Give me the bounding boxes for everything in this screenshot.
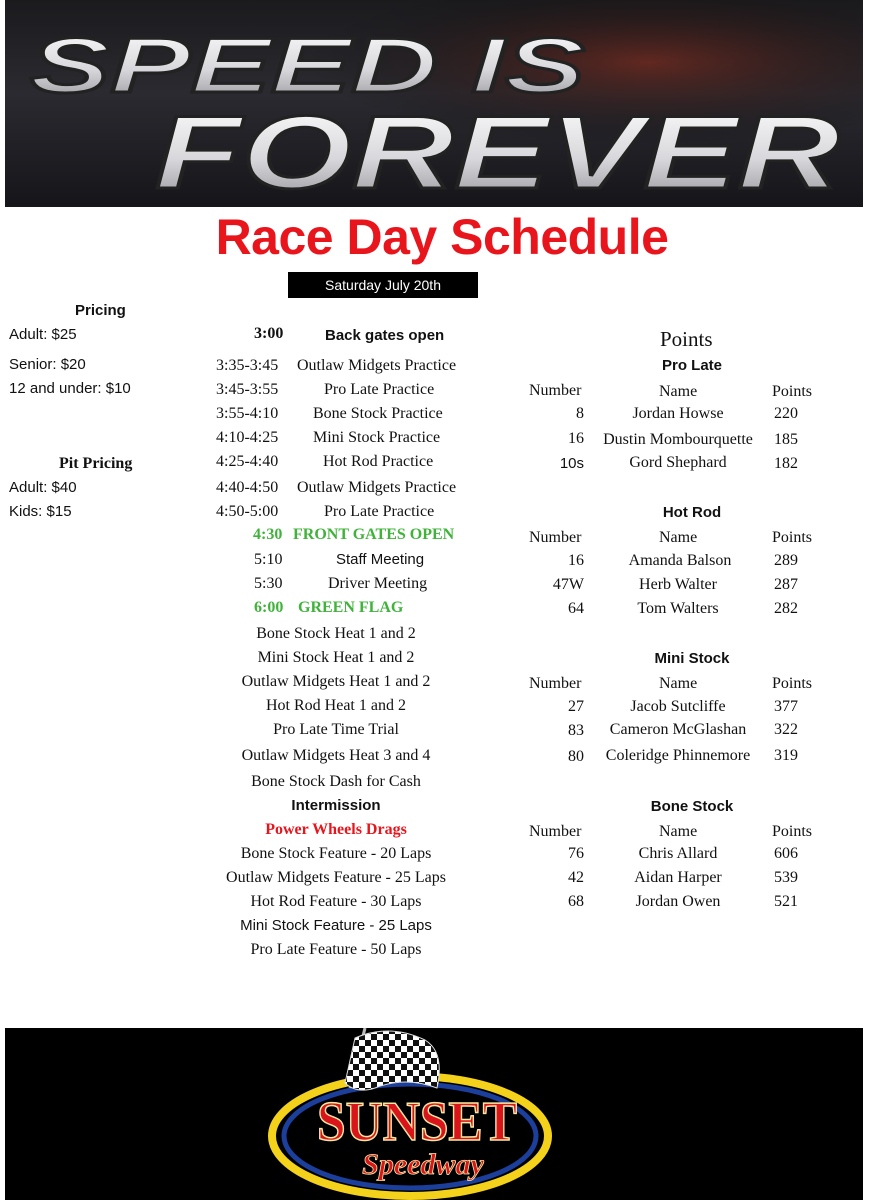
driver-name: Tom Walters (637, 600, 719, 617)
sunset-speedway-logo (5, 1028, 863, 1200)
driver-name: Amanda Balson (628, 552, 732, 569)
col-name: Name (659, 383, 698, 400)
banner-line1: SPEED IS (30, 21, 585, 109)
event-item: Mini Stock Feature - 25 Laps (240, 917, 432, 934)
schedule-event: Outlaw Midgets Practice (297, 357, 457, 374)
driver-points: 377 (774, 698, 798, 715)
schedule-event: Staff Meeting (336, 551, 425, 568)
logo-line2: Speedway (362, 1148, 484, 1181)
col-name: Name (659, 823, 698, 840)
event-item: Hot Rod Heat 1 and 2 (266, 697, 406, 714)
schedule-event: Hot Rod Practice (323, 453, 434, 470)
driver-number: 76 (568, 845, 584, 862)
speed-is-forever-banner (5, 0, 863, 207)
col-number: Number (529, 529, 582, 546)
driver-name: Herb Walter (639, 576, 717, 593)
driver-name: Dustin Mombourquette (603, 431, 753, 448)
col-number: Number (529, 675, 582, 692)
driver-name: Gord Shephard (629, 454, 727, 471)
driver-points: 182 (774, 455, 798, 472)
driver-number: 10s (559, 455, 584, 472)
col-number: Number (529, 382, 582, 399)
driver-points: 322 (774, 721, 798, 738)
driver-number: 27 (568, 698, 584, 715)
driver-name: Coleridge Phinnemore (605, 747, 751, 764)
col-points: Points (772, 529, 813, 546)
driver-name: Jordan Owen (635, 893, 721, 910)
green-flag: GREEN FLAG (298, 599, 404, 616)
driver-number: 16 (568, 430, 584, 447)
price-child: 12 and under: $10 (9, 380, 131, 397)
class-heading-hot-rod: Hot Rod (662, 504, 722, 521)
driver-points: 606 (774, 845, 798, 862)
driver-number: 68 (568, 893, 584, 910)
event-item: Outlaw Midgets Heat 1 and 2 (241, 673, 431, 690)
price-senior: Senior: $20 (9, 356, 86, 373)
schedule-time: 4:50-5:00 (216, 503, 279, 520)
schedule-event: Bone Stock Practice (313, 405, 443, 422)
driver-number: 16 (568, 552, 584, 569)
points-heading: Points (660, 327, 713, 351)
page-title: Race Day Schedule (215, 209, 669, 265)
event-item: Outlaw Midgets Heat 3 and 4 (241, 747, 431, 764)
event-item: Pro Late Feature - 50 Laps (250, 941, 422, 958)
driver-number: 64 (568, 600, 584, 617)
driver-number: 47W (552, 576, 584, 593)
col-points: Points (772, 383, 813, 400)
class-heading-bone-stock: Bone Stock (650, 798, 734, 815)
pit-price-kids: Kids: $15 (9, 503, 72, 520)
driver-points: 287 (774, 576, 798, 593)
schedule-time: 3:00 (254, 325, 284, 342)
event-item: Outlaw Midgets Feature - 25 Laps (226, 869, 446, 886)
col-number: Number (529, 823, 582, 840)
driver-points: 319 (774, 747, 798, 764)
driver-number: 42 (568, 869, 584, 886)
event-item: Hot Rod Feature - 30 Laps (250, 893, 422, 910)
class-heading-mini-stock: Mini Stock (654, 650, 730, 667)
schedule-event: Pro Late Practice (324, 381, 435, 398)
schedule-time: 5:30 (254, 575, 283, 592)
class-heading-pro-late: Pro Late (661, 357, 722, 374)
pit-pricing-heading: Pit Pricing (59, 455, 133, 472)
schedule-time: 3:55-4:10 (216, 405, 279, 422)
driver-number: 8 (576, 405, 584, 422)
driver-points: 185 (774, 431, 798, 448)
schedule-time: 4:10-4:25 (216, 429, 279, 446)
event-item: Bone Stock Dash for Cash (251, 773, 421, 790)
intermission: Intermission (291, 797, 381, 814)
front-gates-open: FRONT GATES OPEN (293, 526, 455, 543)
driver-name: Aidan Harper (634, 869, 722, 886)
schedule-event: Outlaw Midgets Practice (297, 479, 457, 496)
driver-name: Jacob Sutcliffe (630, 698, 726, 715)
schedule-time: 4:30 (253, 526, 283, 543)
power-wheels-drags: Power Wheels Drags (265, 821, 407, 838)
driver-number: 80 (568, 748, 584, 765)
driver-points: 539 (774, 869, 798, 886)
driver-points: 220 (774, 405, 798, 422)
col-name: Name (659, 675, 698, 692)
sunset-speedway-footer (5, 1028, 863, 1200)
price-adult: Adult: $25 (9, 326, 77, 343)
schedule-time: 3:35-3:45 (216, 357, 279, 374)
event-item: Mini Stock Heat 1 and 2 (257, 649, 415, 666)
schedule-time: 4:25-4:40 (216, 453, 279, 470)
driver-points: 521 (774, 893, 798, 910)
checkered-flag-icon (345, 1028, 439, 1090)
col-name: Name (659, 529, 698, 546)
schedule-event: Pro Late Practice (324, 503, 435, 520)
col-points: Points (772, 675, 813, 692)
logo-line1: SUNSET (317, 1091, 517, 1153)
col-points: Points (772, 823, 813, 840)
event-item: Bone Stock Heat 1 and 2 (256, 625, 416, 642)
schedule-event: Mini Stock Practice (313, 429, 441, 446)
banner-line2: FOREVER (155, 95, 840, 207)
driver-points: 282 (774, 600, 798, 617)
event-date: Saturday July 20th (288, 272, 478, 298)
event-item: Pro Late Time Trial (273, 721, 399, 738)
schedule-time: 3:45-3:55 (216, 381, 279, 398)
driver-name: Jordan Howse (632, 405, 724, 422)
pit-price-adult: Adult: $40 (9, 479, 77, 496)
driver-points: 289 (774, 552, 798, 569)
pricing-heading: Pricing (75, 302, 126, 319)
schedule-time: 6:00 (254, 599, 284, 616)
driver-name: Chris Allard (638, 845, 718, 862)
schedule-time: 5:10 (254, 551, 283, 568)
driver-name: Cameron McGlashan (609, 721, 747, 738)
schedule-event: Driver Meeting (328, 575, 428, 592)
driver-number: 83 (568, 722, 584, 739)
schedule-time: 4:40-4:50 (216, 479, 279, 496)
event-item: Bone Stock Feature - 20 Laps (240, 845, 432, 862)
schedule-event: Back gates open (325, 327, 445, 344)
